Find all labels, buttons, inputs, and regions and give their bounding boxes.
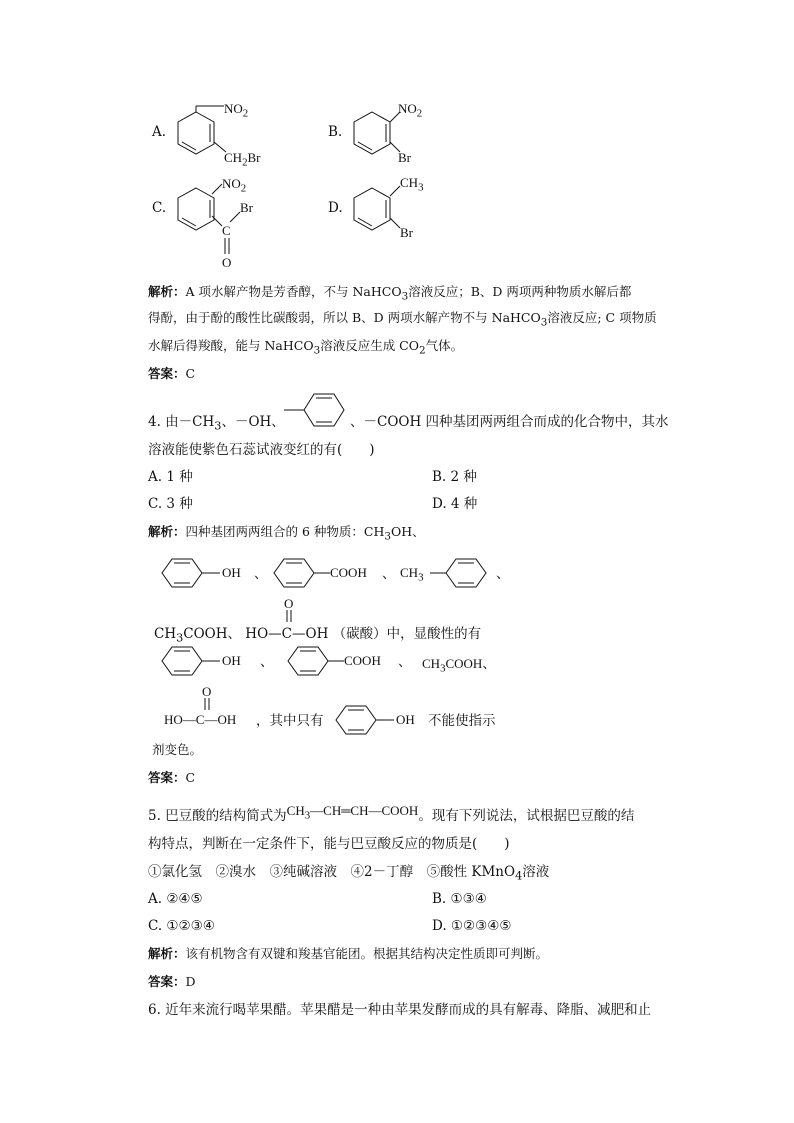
q4-line1c: 、－COOH 四种基团两两组合而成的化合物中，其水 [350,414,669,430]
r4-carbonyl-o: O [202,684,212,699]
q4-option-d: D. 4 种 [432,496,478,512]
r4-carbonic: HO—C—OH [164,712,237,727]
q3-analysis-line2: 得酚，由于酚的酸性比碳酸弱，所以 B、D 两项水解产物不与 NaHCO$_3$溶液反应; C 项物质 [148,310,657,329]
q5-items: ①氯化氢 ②溴水 ③纯碱溶液 ④2－丁醇 ⑤酸性 KMnO$_4$溶液 [148,864,550,883]
c-carbon: C [222,223,231,238]
crotonic-acid-formula: $CH_3—CH═CH—COOH$ [286,803,419,822]
q5-option-c: C. ①②③④ [148,918,215,934]
q5-line2: 构特点，判断在一定条件下，能与巴豆酸反应的物质是( ) [148,836,510,852]
q4-answer: 答案：C [148,770,196,785]
option-d-label: D. [328,200,343,216]
q5-answer: 答案：D [148,974,196,989]
q5-option-b: B. ①③④ [432,891,487,907]
c-no2: $NO_2$ [222,176,247,195]
r3-ch3cooh: $CH_3COOH$、 [422,656,496,675]
a-no2: $NO_2$ [224,101,249,120]
r1-cooh: COOH [330,565,367,580]
q3-analysis-line3: 水解后得羧酸，能与 NaHCO$_3$溶液反应生成 $CO_2$气体。 [148,338,464,357]
b-br: Br [398,150,411,165]
r4-oh2: OH [396,712,415,727]
q4-option-c: C. 3 种 [148,496,193,512]
b-no2: $NO_2$ [398,101,423,120]
benzoic-acid-structure-icon [272,557,334,589]
r3-sep2: 、 [398,654,412,670]
r3-cooh: COOH [344,653,381,668]
r4-mid: ，其中只有 [256,713,324,729]
option-c-label: C. [152,200,167,216]
r4-tail: 不能使指示 [428,713,496,729]
q5-option-d: D. ①②③④⑤ [432,918,512,934]
q4-analysis-line1: 解析：四种基团两两组合的 6 种物质：$CH_3OH$、 [148,524,425,543]
r1-sep1: 、 [254,566,268,582]
q6-line1: 6. 近年来流行喝苹果醋。苹果醋是一种由苹果发酵而成的具有解毒、降脂、减肥和止 [148,1002,652,1018]
q4-option-b: B. 2 种 [432,469,477,485]
r1-ch3: $CH_3$ [400,565,424,584]
d-br: Br [400,225,413,240]
q5-line1: 5. 巴豆酸的结构简式为$CH_3—CH═CH—COOH$。现有下列说法，试根据巴豆酸的结 [148,803,635,824]
q5-option-a: A. ②④⑤ [148,891,203,907]
q3-analysis-line1: 解析：A 项水解产物是芳香醇，不与 NaHCO$_3$溶液反应；B、D 两项两种物质水解后都 [148,284,632,303]
q4-line1a: 4. 由$-CH_3$、－OH、 [148,414,285,433]
r4-double-bond [202,698,212,712]
q5-analysis: 解析：该有机物含有双键和羧基官能团。根据其结构决定性质即可判断。 [148,946,549,961]
phenol-structure-3-icon [334,704,396,736]
a-ch2br: $CH_2Br$ [224,150,261,169]
option-b-label: B. [328,124,343,140]
r1-end: 、 [496,566,510,582]
q4-line2: 溶液能使紫色石蕊试液变红的有( ) [148,442,375,458]
phenol-structure-2-icon [160,645,222,677]
r2-double-bond [284,610,294,624]
q4-option-a: A. 1 种 [148,469,193,485]
r5: 剂变色。 [152,742,203,757]
option-a-label: A. [152,124,167,140]
r1-oh: OH [222,565,241,580]
toluene-structure-icon [430,557,492,589]
phenyl-group-icon [284,392,348,428]
benzoic-acid-structure-2-icon [286,645,348,677]
phenol-structure-icon [160,557,222,589]
r1-sep2: 、 [382,566,396,582]
d-ch3: $CH_3$ [400,175,424,194]
r2-line: $CH_3COOH$、 HO—C—OH （碳酸）中，显酸性的有 [154,626,482,645]
c-oxygen: O [222,255,232,270]
r3-sep1: 、 [260,654,274,670]
r2-carbonyl-o: O [284,596,294,611]
c-double-bond [222,238,232,256]
r3-oh: OH [222,653,241,668]
q3-answer: 答案：C [148,366,196,381]
c-br: Br [240,200,253,215]
